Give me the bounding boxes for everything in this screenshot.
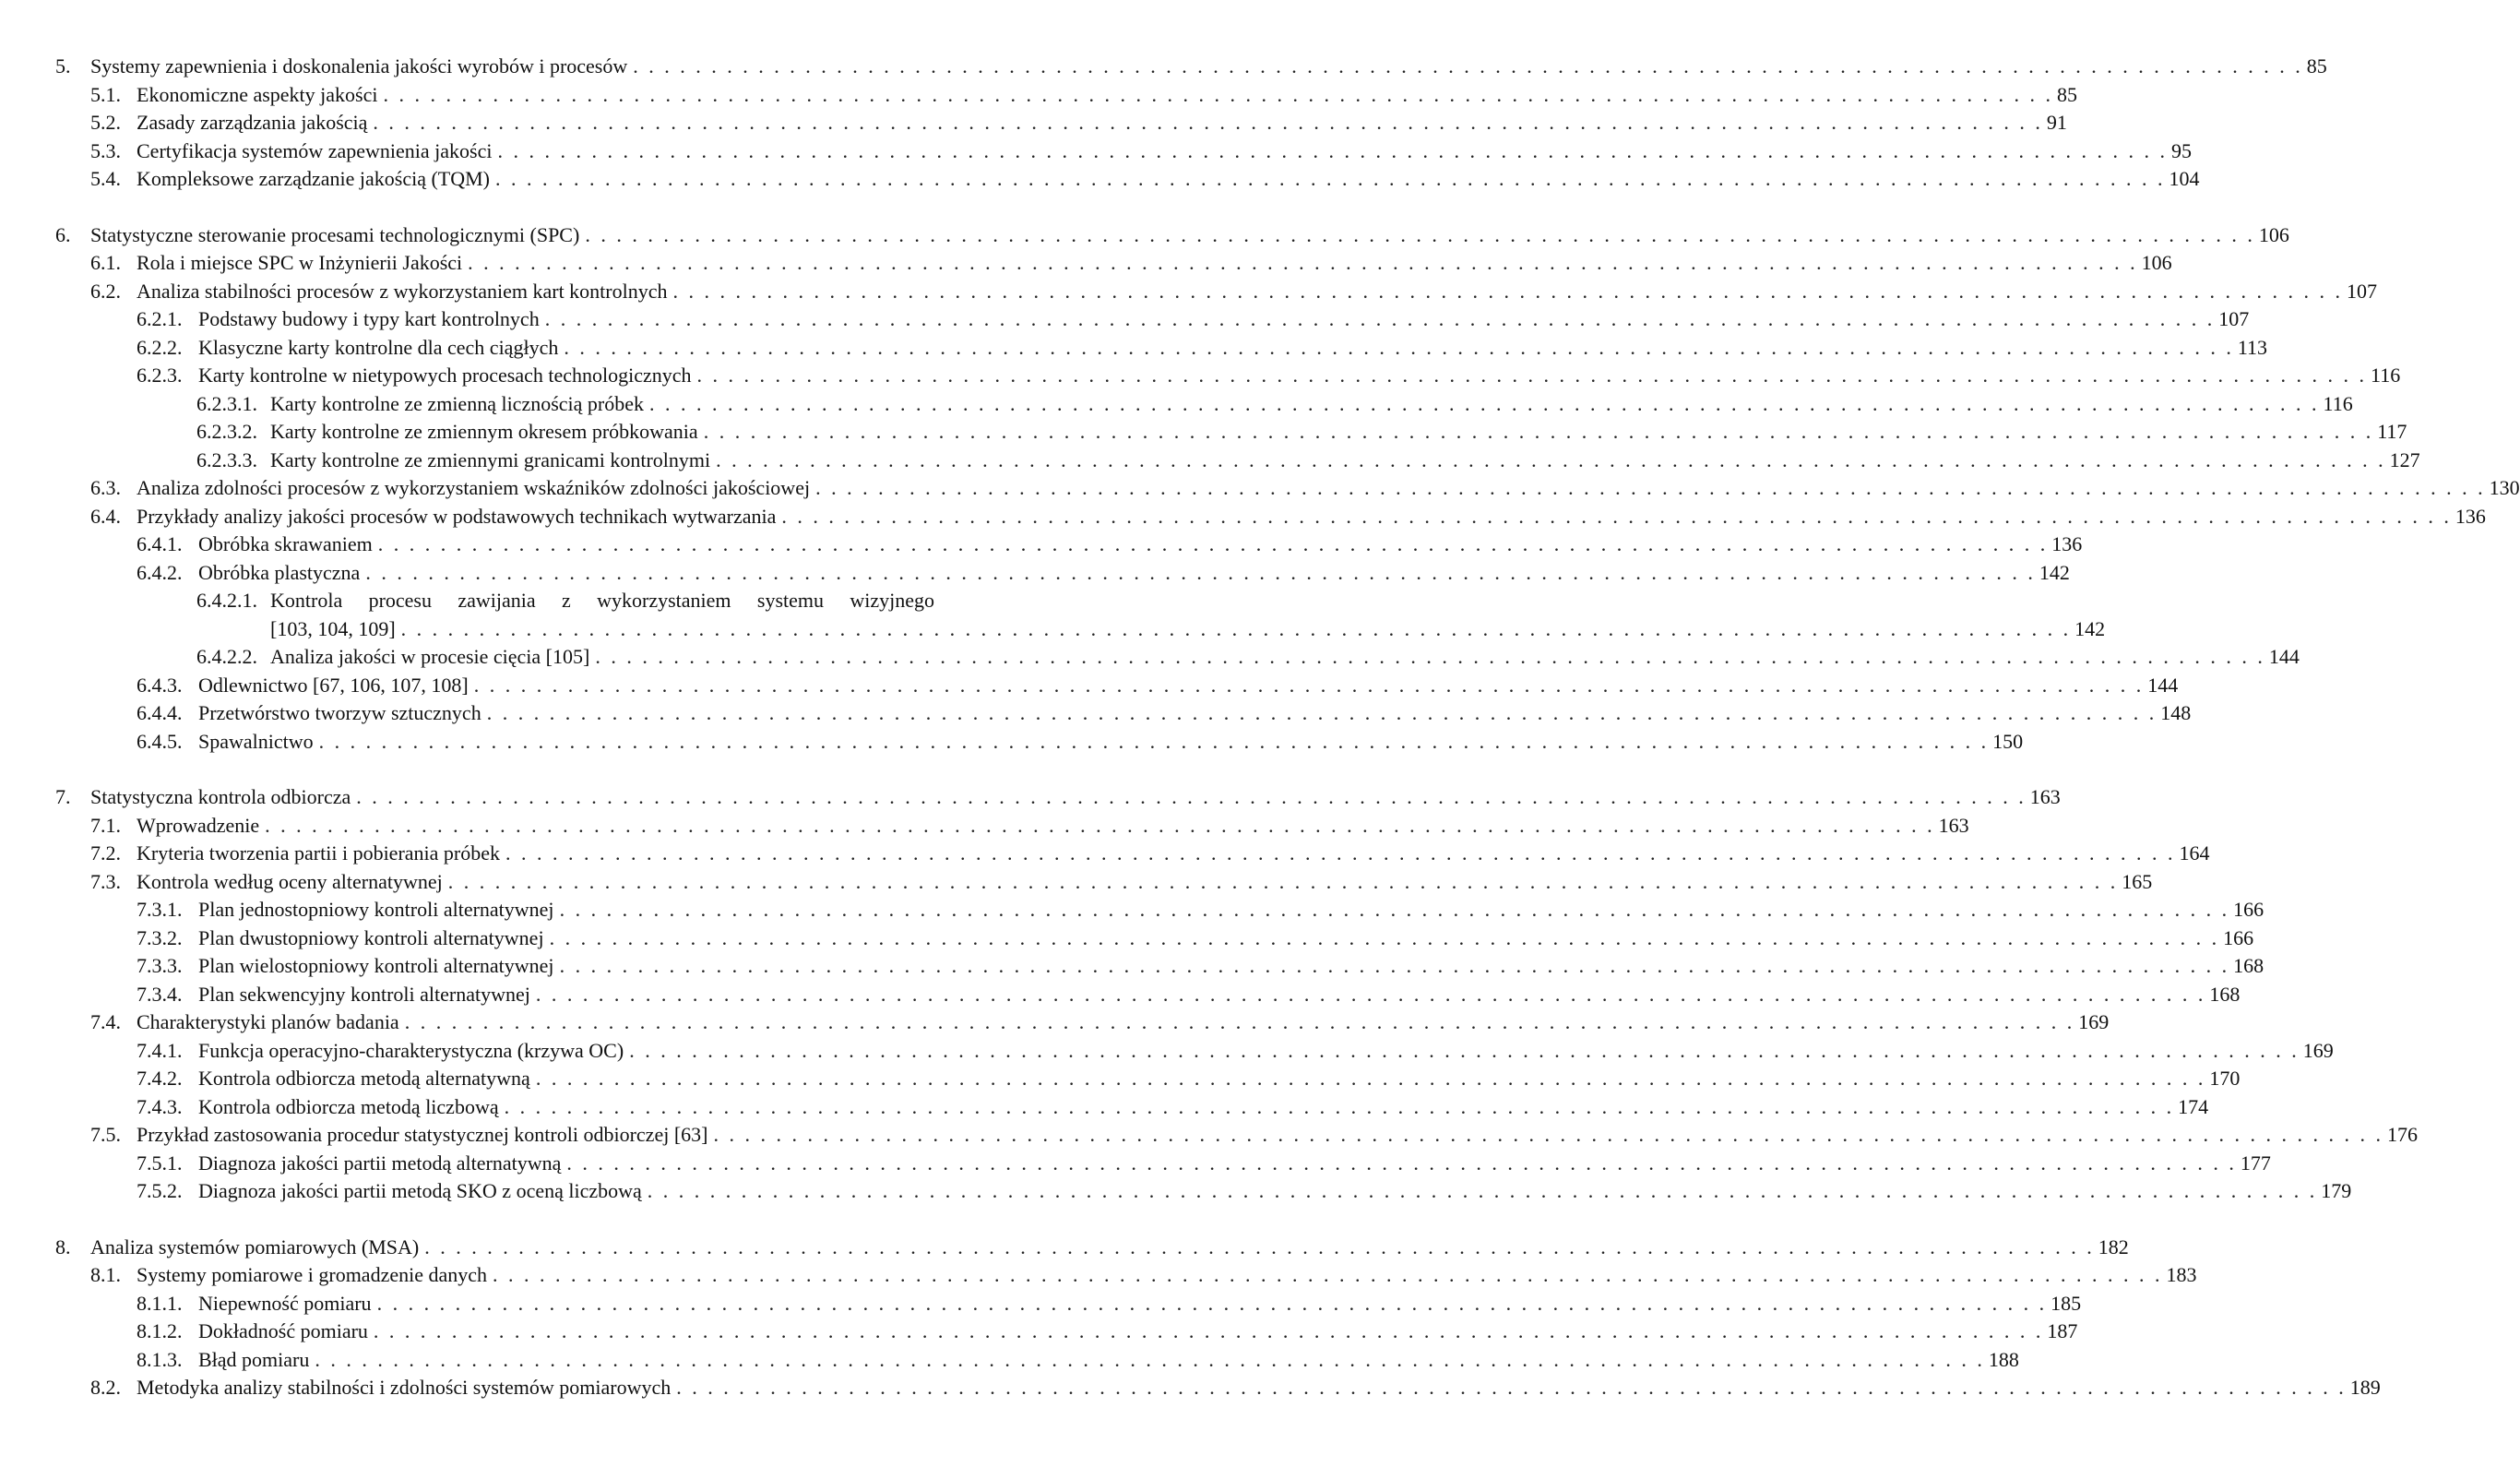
section-title: Plan dwustopniowy kontroli alternatywnej (198, 925, 544, 949)
page-number: 164 (2179, 841, 2210, 865)
page-number: 166 (2223, 925, 2254, 949)
dot-leader: . . . . . . . . . . . . . . . . . . . . . . . . . . . . . . . . . . . . . . . . . . . . . . . . . . . . . . . . . . . . . . . . . . . . . . . . . . . . . . . . . . . . . . . . . . . . . . . . . . . . . . . . . . . (815, 476, 2486, 499)
dot-leader: . . . . . . . . . . . . . . . . . . . . . . . . . . . . . . . . . . . . . . . . . . . . . . . . . . . . . . . . . . . . . . . . . . . . . . . . . . . . . . . . . . . . . . . . . . . . . . . . . . . . . . . . . . . (703, 420, 2374, 443)
section-number: 7.3.1. (137, 898, 183, 921)
page-number: 104 (2169, 167, 2200, 190)
section-title: Certyfikacja systemów zapewnienia jakości (137, 138, 493, 162)
dot-leader: . . . . . . . . . . . . . . . . . . . . . . . . . . . . . . . . . . . . . . . . . . . . . . . . . . . . . . . . . . . . . . . . . . . . . . . . . . . . . . . . . . . . . . . . . . . . . . . . . . . . . . . . . . . (676, 1376, 2347, 1399)
toc-entry-level-4[interactable] (55, 587, 2106, 643)
section-title: Błąd pomiaru (198, 1347, 310, 1371)
entry-body (137, 109, 2067, 137)
dot-leader: . . . . . . . . . . . . . . . . . . . . . . . . . . . . . . . . . . . . . . . . . . . . . . . . . . . . . . . . . . . . . . . . . . . . . . . . . . . . . . . . . . . . . . . . . . . . . . . . . . . . . . . . . . . (504, 1094, 2175, 1118)
page-number: 148 (2160, 701, 2192, 724)
section-number: 7.3.3. (137, 954, 183, 977)
page-number: 142 (2039, 560, 2070, 584)
page-number: 169 (2078, 1010, 2110, 1033)
dot-leader: . . . . . . . . . . . . . . . . . . . . . . . . . . . . . . . . . . . . . . . . . . . . . . . . . . . . . . . . . . . . . . . . . . . . . . . . . . . . . . . . . . . . . . . . . . . . . . . . . . . . . . . . . . . (493, 1263, 2163, 1286)
page-number: 177 (2240, 1151, 2271, 1175)
section-number: 5.3. (90, 138, 121, 162)
toc-entry-level-3[interactable] (55, 1346, 2019, 1375)
dot-leader: . . . . . . . . . . . . . . . . . . . . . . . . . . . . . . . . . . . . . . . . . . . . . . . . . . . . . . . . . . . . . . . . . . . . . . . . . . . . . . . . . . . . . . . . . . . . . . . . . . . . . . . . . . . (468, 251, 2138, 274)
toc-entry-level-3[interactable] (55, 559, 2070, 588)
section-number: 7.3.4. (137, 982, 183, 1006)
section-title: Analiza jakości w procesie cięcia [105] (270, 645, 590, 668)
dot-leader: . . . . . . . . . . . . . . . . . . . . . . . . . . . . . . . . . . . . . . . . . . . . . . . . . . . . . . . . . . . . . . . . . . . . . . . . . . . . . . . . . . . . . . . . . . . . . . . . . . . . . . . . . . . (447, 869, 2119, 893)
section-number: 7.5.1. (137, 1151, 183, 1175)
page-number: 189 (2349, 1376, 2381, 1399)
dot-leader: . . . . . . . . . . . . . . . . . . . . . . . . . . . . . . . . . . . . . . . . . . . . . . . . . . . . . . . . . . . . . . . . . . . . . . . . . . . . . . . . . . . . . . . . . . . . . . . . . . . . . . . . . . . (629, 1038, 2300, 1062)
dot-leader: . . . . . . . . . . . . . . . . . . . . . . . . . . . . . . . . . . . . . . . . . . . . . . . . . . . . . . . . . . . . . . . . . . . . . . . . . . . . . . . . . . . . . . . . . . . . . . . . . . . . . . . . . . . (265, 813, 1935, 837)
section-title: Analiza systemów pomiarowych (MSA) (90, 1234, 420, 1258)
toc-entry-level-3[interactable] (55, 981, 2241, 1009)
dot-leader: . . . . . . . . . . . . . . . . . . . . . . . . . . . . . . . . . . . . . . . . . . . . . . . . . . . . . . . . . . . . . . . . . . . . . . . . . . . . . . . . . . . . . . . . . . . . . . . . . . . . . . . . . . . (564, 335, 2234, 359)
entry-body (198, 1177, 2352, 1206)
section-title: Analiza zdolności procesów z wykorzystaniem wskaźników zdolności jakościowej (137, 476, 811, 499)
toc-entry-level-3[interactable] (55, 334, 2268, 363)
dot-leader: . . . . . . . . . . . . . . . . . . . . . . . . . . . . . . . . . . . . . . . . . . . . . . . . . . . . . . . . . . . . . . . . . . . . . . . . . . . . . . . . . . . . . . . . . . . . . . . . . . . . . . . . . . . (549, 925, 2220, 949)
toc-entry-level-1[interactable] (55, 1234, 2129, 1262)
section-title: Analiza stabilności procesów z wykorzystaniem kart kontrolnych (137, 279, 668, 303)
entry-body (270, 643, 2300, 672)
toc-entry-level-2[interactable] (55, 868, 2153, 897)
section-number: 5.1. (90, 82, 121, 106)
toc-entry-level-3[interactable] (55, 1177, 2352, 1206)
entry-body (198, 531, 2083, 559)
section-number: 8.1.3. (137, 1347, 183, 1371)
entry-body (137, 503, 2486, 531)
entry-body (137, 474, 2520, 503)
toc-entry-level-3[interactable] (55, 1150, 2271, 1178)
section-title-line2: [103, 104, 109] (270, 616, 396, 640)
section-title: Charakterystyki planów badania (137, 1010, 399, 1033)
page-number: 150 (1992, 729, 2024, 753)
section-number: 7.4.3. (137, 1094, 183, 1118)
toc-entry-level-2[interactable] (55, 278, 2378, 306)
section-number: 7.5. (90, 1123, 121, 1146)
entry-body (198, 699, 2192, 728)
entry-body (137, 81, 2077, 110)
dot-leader: . . . . . . . . . . . . . . . . . . . . . . . . . . . . . . . . . . . . . . . . . . . . . . . . . . . . . . . . . . . . . . . . . . . . . . . . . . . . . . . . . . . . . . . . . . . . . . . . . . . . . . . . . . . (585, 222, 2255, 246)
dot-leader: . . . . . . . . . . . . . . . . . . . . . . . . . . . . . . . . . . . . . . . . . . . . . . . . . . . . . . . . . . . . . . . . . . . . . . . . . . . . . . . . . . . . . . . . . . . . . . . . . . . . . . . . . . . (315, 1347, 1985, 1371)
section-title: Kryteria tworzenia partii i pobierania próbek (137, 841, 501, 865)
page-number: 127 (2389, 447, 2420, 471)
section-number: 7. (55, 785, 71, 808)
dot-leader: . . . . . . . . . . . . . . . . . . . . . . . . . . . . . . . . . . . . . . . . . . . . . . . . . . . . . . . . . . . . . . . . . . . . . . . . . . . . . . . . . . . . . . . . . . . . . . . . . . . . . . . . . . . (376, 1291, 2048, 1315)
section-title: Statystyczna kontrola odbiorcza (90, 785, 351, 808)
page-number: 188 (1988, 1347, 2019, 1371)
dot-leader: . . . . . . . . . . . . . . . . . . . . . . . . . . . . . . . . . . . . . . . . . . . . . . . . . . . . . . . . . . . . . . . . . . . . . . . . . . . . . . . . . . . . . . . . . . . . . . . . . . . . . . . . . . . (505, 841, 2176, 865)
entry-body (90, 221, 2289, 250)
page-number: 85 (2306, 54, 2327, 78)
toc-entry-level-4[interactable] (55, 418, 2407, 447)
entry-body (137, 278, 2378, 306)
section-title: Plan jednostopniowy kontroli alternatywnej (198, 898, 554, 921)
toc-entry-level-3[interactable] (55, 728, 2024, 757)
section-number: 8.1.1. (137, 1291, 183, 1315)
section-number: 6.2. (90, 279, 121, 303)
page-number: 106 (2258, 222, 2289, 246)
section-number: 7.4. (90, 1010, 121, 1033)
page-number: 142 (2074, 616, 2106, 640)
toc-entry-level-3[interactable] (55, 305, 2250, 334)
page-number: 169 (2302, 1038, 2334, 1062)
dot-leader: . . . . . . . . . . . . . . . . . . . . . . . . . . . . . . . . . . . . . . . . . . . . . . . . . . . . . . . . . . . . . . . . . . . . . . . . . . . . . . . . . . . . . . . . . . . . . . . . . . . . . . . . . . . (365, 560, 2036, 584)
toc-entry-level-2[interactable] (55, 1261, 2197, 1290)
section-title: Przykład zastosowania procedur statystycznej kontroli odbiorczej [63] (137, 1123, 708, 1146)
section-number: 6.2.1. (137, 307, 183, 330)
section-title: Karty kontrolne ze zmiennym okresem próbkowania (270, 420, 698, 443)
page-number: 117 (2377, 420, 2407, 443)
entry-body (198, 1150, 2271, 1178)
section-title: Kompleksowe zarządzanie jakością (TQM) (137, 167, 491, 190)
section-title: Plan wielostopniowy kontroli alternatywnej (198, 954, 554, 977)
section-title: Rola i miejsce SPC w Inżynierii Jakości (137, 251, 463, 274)
dot-leader: . . . . . . . . . . . . . . . . . . . . . . . . . . . . . . . . . . . . . . . . . . . . . . . . . . . . . . . . . . . . . . . . . . . . . . . . . . . . . . . . . . . . . . . . . . . . . . . . . . . . . . . . . . . (383, 82, 2053, 106)
entry-body (198, 672, 2179, 700)
dot-leader: . . . . . . . . . . . . . . . . . . . . . . . . . . . . . . . . . . . . . . . . . . . . . . . . . . . . . . . . . . . . . . . . . . . . . . . . . . . . . . . . . . . . . . . . . . . . . . . . . . . . . . . . . . . (486, 701, 2157, 724)
page-number: 136 (2051, 532, 2083, 555)
section-number: 5.2. (90, 111, 121, 134)
page-number: 183 (2166, 1263, 2197, 1286)
section-number: 7.5.2. (137, 1179, 183, 1202)
toc-entry-level-3[interactable] (55, 1037, 2334, 1066)
page-number: 91 (2046, 111, 2067, 134)
dot-leader: . . . . . . . . . . . . . . . . . . . . . . . . . . . . . . . . . . . . . . . . . . . . . . . . . . . . . . . . . . . . . . . . . . . . . . . . . . . . . . . . . . . . . . . . . . . . . . . . . . . . . . . . . . . (535, 1067, 2206, 1090)
page-number: 106 (2141, 251, 2172, 274)
entry-body (137, 840, 2210, 868)
section-title-continuation (270, 615, 2106, 644)
dot-leader: . . . . . . . . . . . . . . . . . . . . . . . . . . . . . . . . . . . . . . . . . . . . . . . . . . . . . . . . . . . . . . . . . . . . . . . . . . . . . . . . . . . . . . . . . . . . . . . . . . . . . . . . . . . (497, 138, 2168, 162)
toc-entry-level-2[interactable] (55, 812, 1969, 841)
toc-entry-level-1[interactable] (55, 783, 2061, 812)
toc-entry-level-3[interactable] (55, 672, 2179, 700)
entry-body (198, 362, 2401, 390)
dot-leader: . . . . . . . . . . . . . . . . . . . . . . . . . . . . . . . . . . . . . . . . . . . . . . . . . . . . . . . . . . . . . . . . . . . . . . . . . . . . . . . . . . . . . . . . . . . . . . . . . . . . . . . . . . . (424, 1234, 2095, 1258)
section-title: Diagnoza jakości partii metodą alternatywną (198, 1151, 562, 1175)
entry-body (198, 924, 2254, 953)
section-number: 8. (55, 1234, 71, 1258)
table-of-contents (55, 53, 2520, 1402)
section-number: 6.4.2.1. (196, 589, 257, 612)
dot-leader: . . . . . . . . . . . . . . . . . . . . . . . . . . . . . . . . . . . . . . . . . . . . . . . . . . . . . . . . . . . . . . . . . . . . . . . . . . . . . . . . . . . . . . . . . . . . . . . . . . . . . . . . . . . (495, 167, 2166, 190)
dot-leader: . . . . . . . . . . . . . . . . . . . . . . . . . . . . . . . . . . . . . . . . . . . . . . . . . . . . . . . . . . . . . . . . . . . . . . . . . . . . . . . . . . . . . . . . . . . . . . . . . . . . . . . . . . . (716, 447, 2386, 471)
entry-body (198, 1065, 2241, 1093)
section-number: 8.1.2. (137, 1319, 183, 1342)
page-number: 166 (2233, 898, 2264, 921)
page-number: 107 (2347, 279, 2378, 303)
entry-body (137, 249, 2172, 278)
section-title: Odlewnictwo [67, 106, 107, 108] (198, 673, 469, 697)
page-number: 130 (2489, 476, 2520, 499)
dot-leader: . . . . . . . . . . . . . . . . . . . . . . . . . . . . . . . . . . . . . . . . . . . . . . . . . . . . . . . . . . . . . . . . . . . . . . . . . . . . . . . . . . . . . . . . . . . . . . . . . . . . . . . . . . . (647, 1179, 2318, 1202)
entry-body (137, 165, 2200, 194)
entry-body (198, 1318, 2078, 1346)
section-title: Statystyczne sterowanie procesami technologicznymi (SPC) (90, 222, 580, 246)
section-number: 6.1. (90, 251, 121, 274)
dot-leader: . . . . . . . . . . . . . . . . . . . . . . . . . . . . . . . . . . . . . . . . . . . . . . . . . . . . . . . . . . . . . . . . . . . . . . . . . . . . . . . . . . . . . . . . . . . . . . . . . . . . . . . . . . . (356, 785, 2027, 808)
section-number: 6.2.3.2. (196, 420, 257, 443)
entry-body (137, 812, 1969, 841)
toc-entry-level-3[interactable] (55, 952, 2264, 981)
dot-leader: . . . . . . . . . . . . . . . . . . . . . . . . . . . . . . . . . . . . . . . . . . . . . . . . . . . . . . . . . . . . . . . . . . . . . . . . . . . . . . . . . . . . . . . . . . . . . . . . . . . . . . . . . . . (400, 616, 2072, 640)
entry-body (137, 1121, 2418, 1150)
entry-body (90, 53, 2327, 81)
section-title: Dokładność pomiaru (198, 1319, 368, 1342)
toc-entry-level-4[interactable] (55, 390, 2353, 419)
section-title: Kontrola procesu zawijania z wykorzystaniem systemu wizyjnego (270, 589, 934, 612)
entry-body (198, 981, 2241, 1009)
section-number: 8.1. (90, 1263, 121, 1286)
section-title: Systemy zapewnienia i doskonalenia jakości wyrobów i procesów (90, 54, 628, 78)
toc-entry-level-2[interactable] (55, 1374, 2381, 1402)
section-number: 6.4.4. (137, 701, 183, 724)
section-title: Kontrola według oceny alternatywnej (137, 869, 443, 893)
entry-body (198, 896, 2264, 924)
section-title: Karty kontrolne w nietypowych procesach technologicznych (198, 364, 692, 387)
toc-entry-level-2[interactable] (55, 165, 2200, 194)
page-number: 136 (2455, 504, 2486, 528)
page-number: 85 (2056, 82, 2077, 106)
dot-leader: . . . . . . . . . . . . . . . . . . . . . . . . . . . . . . . . . . . . . . . . . . . . . . . . . . . . . . . . . . . . . . . . . . . . . . . . . . . . . . . . . . . . . . . . . . . . . . . . . . . . . . . . . . . (377, 532, 2049, 555)
section-number: 5. (55, 54, 71, 78)
toc-entry-level-2[interactable] (55, 1008, 2110, 1037)
toc-entry-level-2[interactable] (55, 503, 2486, 531)
dot-leader: . . . . . . . . . . . . . . . . . . . . . . . . . . . . . . . . . . . . . . . . . . . . . . . . . . . . . . . . . . . . . . . . . . . . . . . . . . . . . . . . . . . . . . . . . . . . . . . . . . . . . . . . . . . (649, 391, 2320, 415)
toc-entry-level-3[interactable] (55, 699, 2192, 728)
entry-body (90, 1234, 2129, 1262)
page-number: 144 (2268, 645, 2300, 668)
section-number: 7.2. (90, 841, 121, 865)
entry-body (198, 1093, 2209, 1122)
section-title: Systemy pomiarowe i gromadzenie danych (137, 1263, 488, 1286)
page-number: 107 (2218, 307, 2250, 330)
entry-body (90, 783, 2061, 812)
toc-entry-level-2[interactable] (55, 1121, 2418, 1150)
section-title: Kontrola odbiorcza metodą liczbową (198, 1094, 499, 1118)
section-number: 6.2.2. (137, 335, 183, 359)
toc-entry-level-2[interactable] (55, 840, 2210, 868)
section-title: Karty kontrolne ze zmienną licznością próbek (270, 391, 645, 415)
page-number: 176 (2386, 1123, 2418, 1146)
dot-leader: . . . . . . . . . . . . . . . . . . . . . . . . . . . . . . . . . . . . . . . . . . . . . . . . . . . . . . . . . . . . . . . . . . . . . . . . . . . . . . . . . . . . . . . . . . . . . . . . . . . . . . . . . . . (473, 673, 2145, 697)
section-number: 6.2.3.3. (196, 447, 257, 471)
section-title: Obróbka skrawaniem (198, 532, 373, 555)
dot-leader: . . . . . . . . . . . . . . . . . . . . . . . . . . . . . . . . . . . . . . . . . . . . . . . . . . . . . . . . . . . . . . . . . . . . . . . . . . . . . . . . . . . . . . . . . . . . . . . . . . . . . . . . . . . (373, 111, 2043, 134)
toc-entry-level-4[interactable] (55, 643, 2300, 672)
toc-entry-level-2[interactable] (55, 81, 2077, 110)
section-number: 7.3. (90, 869, 121, 893)
entry-body (198, 1346, 2019, 1375)
entry-body (198, 559, 2070, 588)
section-title: Spawalnictwo (198, 729, 314, 753)
section-title: Wprowadzenie (137, 813, 260, 837)
entry-body (198, 305, 2250, 334)
dot-leader: . . . . . . . . . . . . . . . . . . . . . . . . . . . . . . . . . . . . . . . . . . . . . . . . . . . . . . . . . . . . . . . . . . . . . . . . . . . . . . . . . . . . . . . . . . . . . . . . . . . . . . . . . . . (696, 364, 2368, 387)
page-number: 95 (2170, 138, 2192, 162)
section-number: 6.4.2.2. (196, 645, 257, 668)
section-number: 7.3.2. (137, 925, 183, 949)
entry-body (198, 334, 2268, 363)
page-number: 168 (2233, 954, 2264, 977)
section-title: Obróbka plastyczna (198, 560, 361, 584)
section-number: 6.3. (90, 476, 121, 499)
section-title: Kontrola odbiorcza metodą alternatywną (198, 1067, 530, 1090)
section-title: Przykłady analizy jakości procesów w podstawowych technikach wytwarzania (137, 504, 777, 528)
section-title: Przetwórstwo tworzyw sztucznych (198, 701, 481, 724)
section-number: 6.4. (90, 504, 121, 528)
entry-body (137, 1374, 2381, 1402)
section-title: Plan sekwencyjny kontroli alternatywnej (198, 982, 530, 1006)
page-number: 116 (2323, 391, 2353, 415)
page-number: 182 (2098, 1234, 2129, 1258)
section-title: Klasyczne karty kontrolne dla cech ciągłych (198, 335, 559, 359)
page-number: 113 (2237, 335, 2268, 359)
dot-leader: . . . . . . . . . . . . . . . . . . . . . . . . . . . . . . . . . . . . . . . . . . . . . . . . . . . . . . . . . . . . . . . . . . . . . . . . . . . . . . . . . . . . . . . . . . . . . . . . . . . . . . . . . . . (713, 1123, 2383, 1146)
toc-entry-level-3[interactable] (55, 924, 2254, 953)
section-number: 6.2.3. (137, 364, 183, 387)
toc-entry-level-3[interactable] (55, 896, 2264, 924)
entry-body (137, 868, 2153, 897)
dot-leader: . . . . . . . . . . . . . . . . . . . . . . . . . . . . . . . . . . . . . . . . . . . . . . . . . . . . . . . . . . . . . . . . . . . . . . . . . . . . . . . . . . . . . . . . . . . . . . . . . . . . . . . . . . . (544, 307, 2216, 330)
section-title: Ekonomiczne aspekty jakości (137, 82, 378, 106)
entry-body (270, 418, 2407, 447)
section-number: 6.4.5. (137, 729, 183, 753)
section-number: 6.4.3. (137, 673, 183, 697)
entry-body (270, 390, 2353, 419)
page-number: 165 (2122, 869, 2153, 893)
toc-entry-level-3[interactable] (55, 1093, 2209, 1122)
page-number: 185 (2050, 1291, 2082, 1315)
dot-leader: . . . . . . . . . . . . . . . . . . . . . . . . . . . . . . . . . . . . . . . . . . . . . . . . . . . . . . . . . . . . . . . . . . . . . . . . . . . . . . . . . . . . . . . . . . . . . . . . . . . . . . . . . . . (559, 954, 2230, 977)
toc-entry-level-3[interactable] (55, 1290, 2082, 1318)
section-number: 7.1. (90, 813, 121, 837)
section-title: Podstawy budowy i typy kart kontrolnych (198, 307, 540, 330)
section-title: Diagnoza jakości partii metodą SKO z oceną liczbową (198, 1179, 642, 1202)
dot-leader: . . . . . . . . . . . . . . . . . . . . . . . . . . . . . . . . . . . . . . . . . . . . . . . . . . . . . . . . . . . . . . . . . . . . . . . . . . . . . . . . . . . . . . . . . . . . . . . . . . . . . . . . . . . (672, 279, 2344, 303)
section-title: Metodyka analizy stabilności i zdolności systemów pomiarowych (137, 1376, 672, 1399)
toc-entry-level-3[interactable] (55, 1065, 2241, 1093)
dot-leader: . . . . . . . . . . . . . . . . . . . . . . . . . . . . . . . . . . . . . . . . . . . . . . . . . . . . . . . . . . . . . . . . . . . . . . . . . . . . . . . . . . . . . . . . . . . . . . . . . . . . . . . . . . . (559, 898, 2230, 921)
toc-entry-level-3[interactable] (55, 1318, 2078, 1346)
toc-entry-level-4[interactable] (55, 447, 2420, 475)
section-number: 6.4.2. (137, 560, 183, 584)
dot-leader: . . . . . . . . . . . . . . . . . . . . . . . . . . . . . . . . . . . . . . . . . . . . . . . . . . . . . . . . . . . . . . . . . . . . . . . . . . . . . . . . . . . . . . . . . . . . . . . . . . . . . . . . . . . (595, 645, 2265, 668)
toc-entry-level-1[interactable] (55, 221, 2289, 250)
page-number: 174 (2178, 1094, 2209, 1118)
section-number: 6.4.1. (137, 532, 183, 555)
entry-body (137, 137, 2192, 166)
dot-leader: . . . . . . . . . . . . . . . . . . . . . . . . . . . . . . . . . . . . . . . . . . . . . . . . . . . . . . . . . . . . . . . . . . . . . . . . . . . . . . . . . . . . . . . . . . . . . . . . . . . . . . . . . . . (404, 1010, 2075, 1033)
entry-body (137, 1261, 2197, 1290)
section-number: 7.4.1. (137, 1038, 183, 1062)
entry-body (198, 728, 2024, 757)
section-number: 6.2.3.1. (196, 391, 257, 415)
section-number: 7.4.2. (137, 1067, 183, 1090)
dot-leader: . . . . . . . . . . . . . . . . . . . . . . . . . . . . . . . . . . . . . . . . . . . . . . . . . . . . . . . . . . . . . . . . . . . . . . . . . . . . . . . . . . . . . . . . . . . . . . . . . . . . . . . . . . . (633, 54, 2303, 78)
entry-body (137, 1008, 2110, 1037)
toc-entry-level-3[interactable] (55, 362, 2401, 390)
toc-entry-level-2[interactable] (55, 474, 2520, 503)
entry-body (270, 447, 2420, 475)
dot-leader: . . . . . . . . . . . . . . . . . . . . . . . . . . . . . . . . . . . . . . . . . . . . . . . . . . . . . . . . . . . . . . . . . . . . . . . . . . . . . . . . . . . . . . . . . . . . . . . . . . . . . . . . . . . (535, 982, 2206, 1006)
entry-body (198, 1037, 2334, 1066)
section-title: Funkcja operacyjno-charakterystyczna (krzywa OC) (198, 1038, 624, 1062)
page-number: 116 (2371, 364, 2401, 387)
toc-entry-level-2[interactable] (55, 109, 2067, 137)
section-title: Niepewność pomiaru (198, 1291, 372, 1315)
section-number: 8.2. (90, 1376, 121, 1399)
toc-entry-level-2[interactable] (55, 137, 2192, 166)
page-number: 187 (2047, 1319, 2078, 1342)
dot-leader: . . . . . . . . . . . . . . . . . . . . . . . . . . . . . . . . . . . . . . . . . . . . . . . . . . . . . . . . . . . . . . . . . . . . . . . . . . . . . . . . . . . . . . . . . . . . . . . . . . . . . . . . . . . (566, 1151, 2237, 1175)
section-number: 6. (55, 222, 71, 246)
page-number: 179 (2321, 1179, 2352, 1202)
entry-body (198, 952, 2264, 981)
section-number: 5.4. (90, 167, 121, 190)
toc-entry-level-1[interactable] (55, 53, 2327, 81)
dot-leader: . . . . . . . . . . . . . . . . . . . . . . . . . . . . . . . . . . . . . . . . . . . . . . . . . . . . . . . . . . . . . . . . . . . . . . . . . . . . . . . . . . . . . . . . . . . . . . . . . . . . . . . . . . . (318, 729, 1990, 753)
page-number: 163 (2029, 785, 2061, 808)
section-title: Zasady zarządzania jakością (137, 111, 368, 134)
page-number: 168 (2209, 982, 2241, 1006)
dot-leader: . . . . . . . . . . . . . . . . . . . . . . . . . . . . . . . . . . . . . . . . . . . . . . . . . . . . . . . . . . . . . . . . . . . . . . . . . . . . . . . . . . . . . . . . . . . . . . . . . . . . . . . . . . . (781, 504, 2452, 528)
page-number: 163 (1938, 813, 1969, 837)
section-title: Karty kontrolne ze zmiennymi granicami kontrolnymi (270, 447, 711, 471)
dot-leader: . . . . . . . . . . . . . . . . . . . . . . . . . . . . . . . . . . . . . . . . . . . . . . . . . . . . . . . . . . . . . . . . . . . . . . . . . . . . . . . . . . . . . . . . . . . . . . . . . . . . . . . . . . . (373, 1319, 2044, 1342)
page-number: 144 (2147, 673, 2179, 697)
toc-entry-level-2[interactable] (55, 249, 2172, 278)
toc-entry-level-3[interactable] (55, 531, 2083, 559)
entry-body (198, 1290, 2082, 1318)
page-number: 170 (2209, 1067, 2241, 1090)
